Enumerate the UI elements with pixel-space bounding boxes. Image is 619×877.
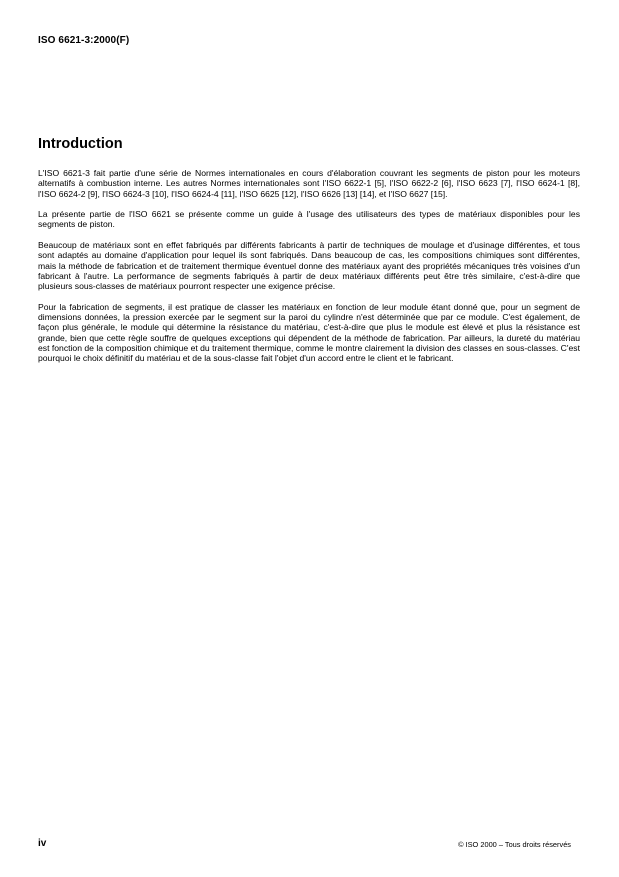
section-title: Introduction	[38, 136, 123, 152]
document-id-header: ISO 6621-3:2000(F)	[38, 35, 130, 46]
paragraph-4: Pour la fabrication de segments, il est pratique de classer les matériaux en fonction de leur module étant donné que, pour un segment de dimensions données, la pression exercée par le segment sur la paroi du cylindre n'est déterminée que par ce module. C'est également, de façon plus générale, le module qui détermine la résistance du matériau, c'est-à-dire que plus le module est élevé et plus la résistance est grande, bien que cette règle souffre de quelques exceptions qui dépendent de la méthode de fabrication. Par ailleurs, la dureté du matériau est fonction de la composition chimique et du traitement thermique, comme le montre clairement la division des classes en sous-classes. C'est pourquoi le choix définitif du matériau et de la sous-classe fait l'objet d'un accord entre le client et le fabricant.	[38, 301, 580, 364]
copyright-notice: © ISO 2000 – Tous droits réservés	[458, 840, 571, 849]
paragraph-2: La présente partie de l'ISO 6621 se présente comme un guide à l'usage des utilisateurs des types de matériaux disponibles pour les segments de piston.	[38, 209, 580, 230]
paragraph-1: L'ISO 6621-3 fait partie d'une série de Normes internationales en cours d'élaboration couvrant les segments de piston pour les moteurs alternatifs à combustion interne. Les autres Normes internationales sont l'ISO 6622-1 [5], l'ISO 6622-2 [6], l'ISO 6623 [7], l'ISO 6624-1 [8], l'ISO 6624-2 [9], l'ISO 6624-3 [10], l'ISO 6624-4 [11], l'ISO 6625 [12], l'ISO 6626 [13] [14], et l'ISO 6627 [15].	[38, 168, 580, 199]
page-number: iv	[38, 838, 47, 849]
paragraph-3: Beaucoup de matériaux sont en effet fabriqués par différents fabricants à partir de techniques de moulage et d'usinage différentes, et tous sont adaptés au domaine d'application pour lequel ils sont fabriqués. Dans beaucoup de cas, les compositions chimiques sont différentes, mais la méthode de fabrication et de traitement thermique éventuel donne des matériaux ayant des propriétés mécaniques très voisines d'un fabricant à l'autre. La performance de segments fabriqués à partir de deux matériaux différents peut être très similaire, c'est-à-dire que plusieurs sous-classes de matériaux pourront respecter une exigence précise.	[38, 240, 580, 292]
introduction-body	[38, 168, 580, 374]
